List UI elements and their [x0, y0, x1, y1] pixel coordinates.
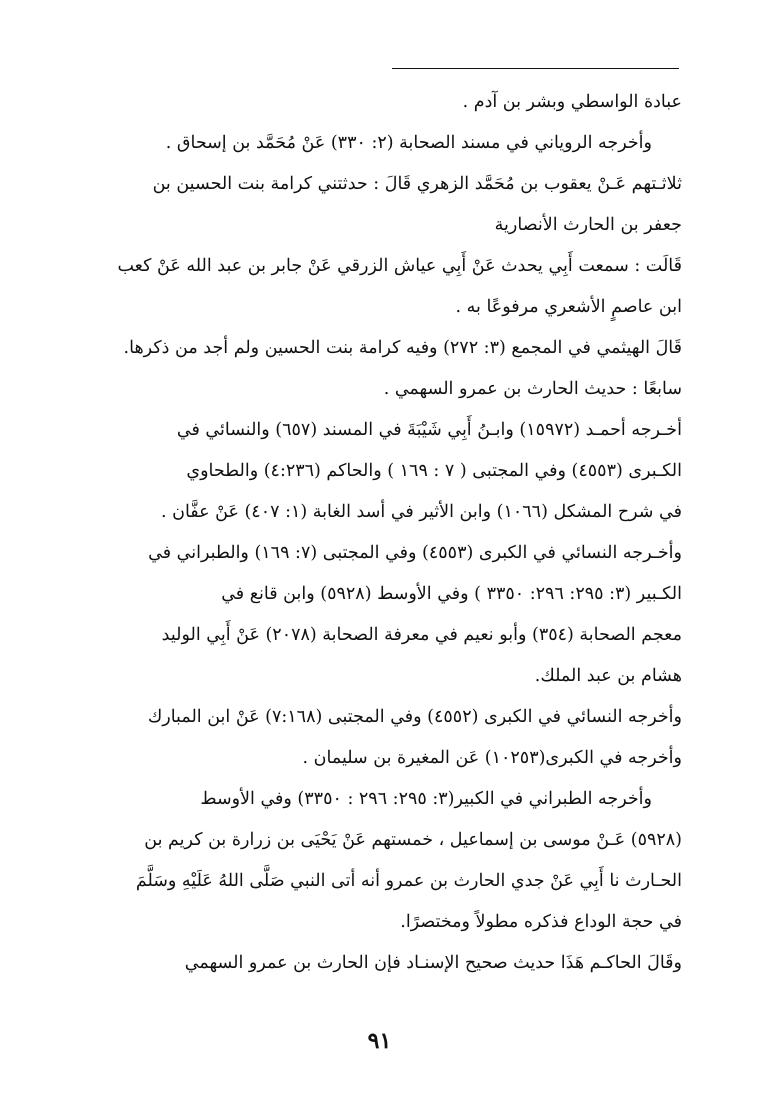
text-line: هشام بن عبد الملك. [534, 666, 682, 686]
text-line: (٥٩٢٨) عَـنْ موسى بن إسماعيل ، خمستهم عَنْ يَحْيَى بن زرارة بن كريم بن [144, 830, 682, 850]
text-line: جعفر بن الحارث الأنصارية [494, 215, 682, 235]
text-line: أخـرجه أحمـد (١٥٩٧٢) وابـنُ أَبِي شَيْبَةَ في المسند (٦٥٧) والنسائي في [176, 420, 682, 440]
text-line: وأخرجه في الكبرى(١٠٢٥٣) عَن المغيرة بن سليمان . [302, 748, 682, 768]
text-line: الكـبير (٣: ٢٩٥: ٢٩٦: ٣٣٥٠ ) وفي الأوسط (٥٩٢٨) وابن قانع في [221, 584, 682, 604]
text-line: في حجة الوداع فذكره مطولاً ومختصرًا. [400, 912, 682, 932]
text-line: وأخـرجه النسائي في الكبرى (٤٥٥٣) وفي المجتبى (٧: ١٦٩) والطبراني في [148, 543, 682, 563]
header-rule [392, 68, 679, 69]
text-line: وأخرجه الطبراني في الكبير(٣: ٢٩٥: ٢٩٦ : ٣٣٥٠) وفي الأوسط [200, 789, 652, 809]
text-line: ثلاثـتهم عَـنْ يعقوب بن مُحَمَّد الزهري قَالَ : حدثتني كرامة بنت الحسين بن [152, 174, 682, 194]
text-line: في شرح المشكل (١٠٦٦) وابن الأثير في أسد الغابة (١: ٤٠٧) عَنْ عفَّان . [160, 502, 682, 522]
text-line: ابن عاصمٍ الأشعري مرفوعًا به . [455, 297, 682, 317]
text-line: وأخرجه الروياني في مسند الصحابة (٢: ٣٣٠) عَنْ مُحَمَّد بن إسحاق . [165, 133, 652, 153]
page-number: ٩١ [367, 1028, 392, 1054]
text-line: الكـبرى (٤٥٥٣) وفي المجتبى ( ٧ : ١٦٩ ) والحاكم (٤:٢٣٦) والطحاوي [186, 461, 682, 481]
text-line: قَالَت : سمعت أَبِي يحدث عَنْ أَبِي عياش الزرقي عَنْ جابر بن عبد الله عَنْ كعب [117, 256, 682, 276]
text-line: معجم الصحابة (٣٥٤) وأبو نعيم في معرفة الصحابة (٢٠٧٨) عَنْ أَبِي الوليد [161, 625, 682, 645]
text-line: قَالَ الهيثمي في المجمع (٣: ٢٧٢) وفيه كرامة بنت الحسين ولم أجد من ذكرها. [123, 338, 682, 358]
text-line: وأخرجه النسائي في الكبرى (٤٥٥٢) وفي المجتبى (٧:١٦٨) عَنْ ابن المبارك [147, 707, 682, 727]
page-text [92, 82, 682, 984]
text-line: وقَالَ الحاكـم هَذَا حديث صحيح الإسنـاد فإن الحارث بن عمرو السهمي [184, 953, 682, 973]
text-line: عبادة الواسطي وبشر بن آدم . [462, 92, 682, 112]
section-heading: سابعًا : حديث الحارث بن عمرو السهمي . [383, 379, 682, 399]
text-line: الحـارث نا أَبِي عَنْ جدي الحارث بن عمرو أنه أتى النبي صَلَّى اللهُ عَلَيْهِ وسَلَّمَ [135, 871, 682, 891]
